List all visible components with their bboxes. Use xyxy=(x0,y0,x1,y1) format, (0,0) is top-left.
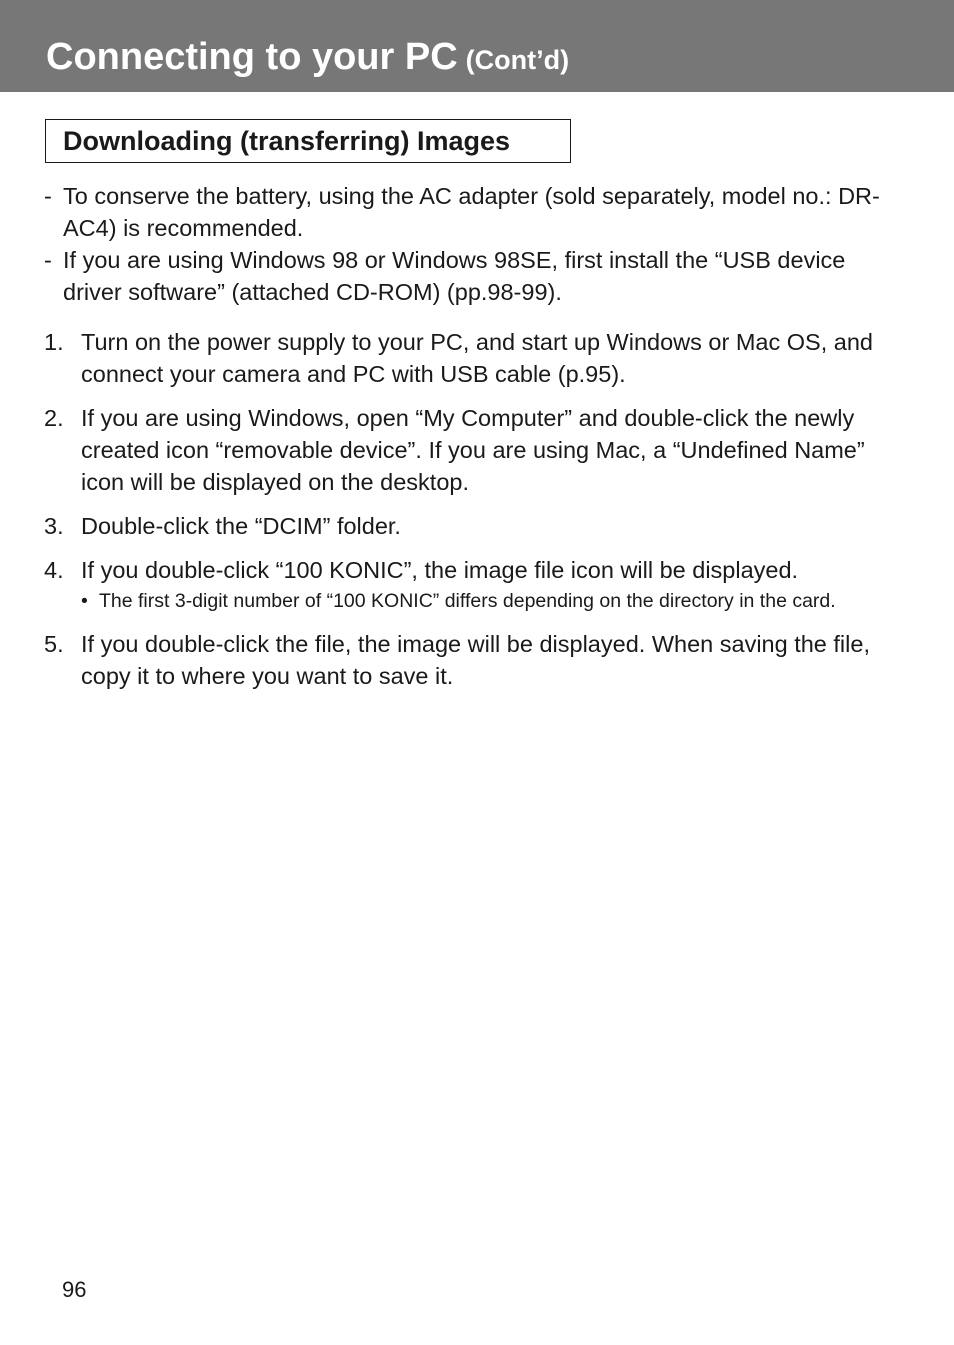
step-item xyxy=(44,510,908,542)
note-item xyxy=(44,244,908,308)
step-item xyxy=(44,402,908,498)
header-bar xyxy=(0,0,954,92)
step-text: If you double-click the file, the image will be displayed. When saving the file, copy it to where you want to save it. xyxy=(81,631,870,689)
step-text: If you double-click “100 KONIC”, the image file icon will be displayed. xyxy=(81,557,799,583)
dash-marker: - xyxy=(44,247,52,273)
step-number: 2. xyxy=(44,405,64,431)
page-title-continued: (Cont’d) xyxy=(465,45,570,75)
step-text: If you are using Windows, open “My Computer” and double-click the newly created icon “removable device”. If you are using Mac, a “Undefined Name” icon will be displayed on the desktop. xyxy=(81,405,865,495)
page-number: 96 xyxy=(62,1277,87,1302)
step-item xyxy=(44,326,908,390)
step-number: 5. xyxy=(44,631,64,657)
step-number: 1. xyxy=(44,329,64,355)
steps-list xyxy=(44,326,908,692)
note-item xyxy=(44,180,908,244)
step-text: Turn on the power supply to your PC, and start up Windows or Mac OS, and connect your camera and PC with USB cable (p.95). xyxy=(81,329,873,387)
dash-marker: - xyxy=(44,183,52,209)
sub-bullet-text: The first 3-digit number of “100 KONIC” differs depending on the directory in the card. xyxy=(99,590,836,612)
step-item xyxy=(44,628,908,692)
step-sub-bullet xyxy=(81,587,908,616)
page-title xyxy=(46,34,569,88)
section-heading-box xyxy=(45,119,571,163)
page-content xyxy=(44,180,908,704)
section-heading: Downloading (transferring) Images xyxy=(63,126,511,156)
bullet-marker: • xyxy=(81,590,88,612)
step-number: 3. xyxy=(44,513,64,539)
notes-list xyxy=(44,180,908,308)
step-item xyxy=(44,554,908,616)
step-number: 4. xyxy=(44,557,64,583)
note-text: If you are using Windows 98 or Windows 98SE, first install the “USB device driver software” (attached CD-ROM) (pp.98-99). xyxy=(63,247,846,305)
note-text: To conserve the battery, using the AC adapter (sold separately, model no.: DR-AC4) is recommended. xyxy=(63,183,880,241)
page-title-main: Connecting to your PC xyxy=(46,36,458,78)
step-text: Double-click the “DCIM” folder. xyxy=(81,513,401,539)
